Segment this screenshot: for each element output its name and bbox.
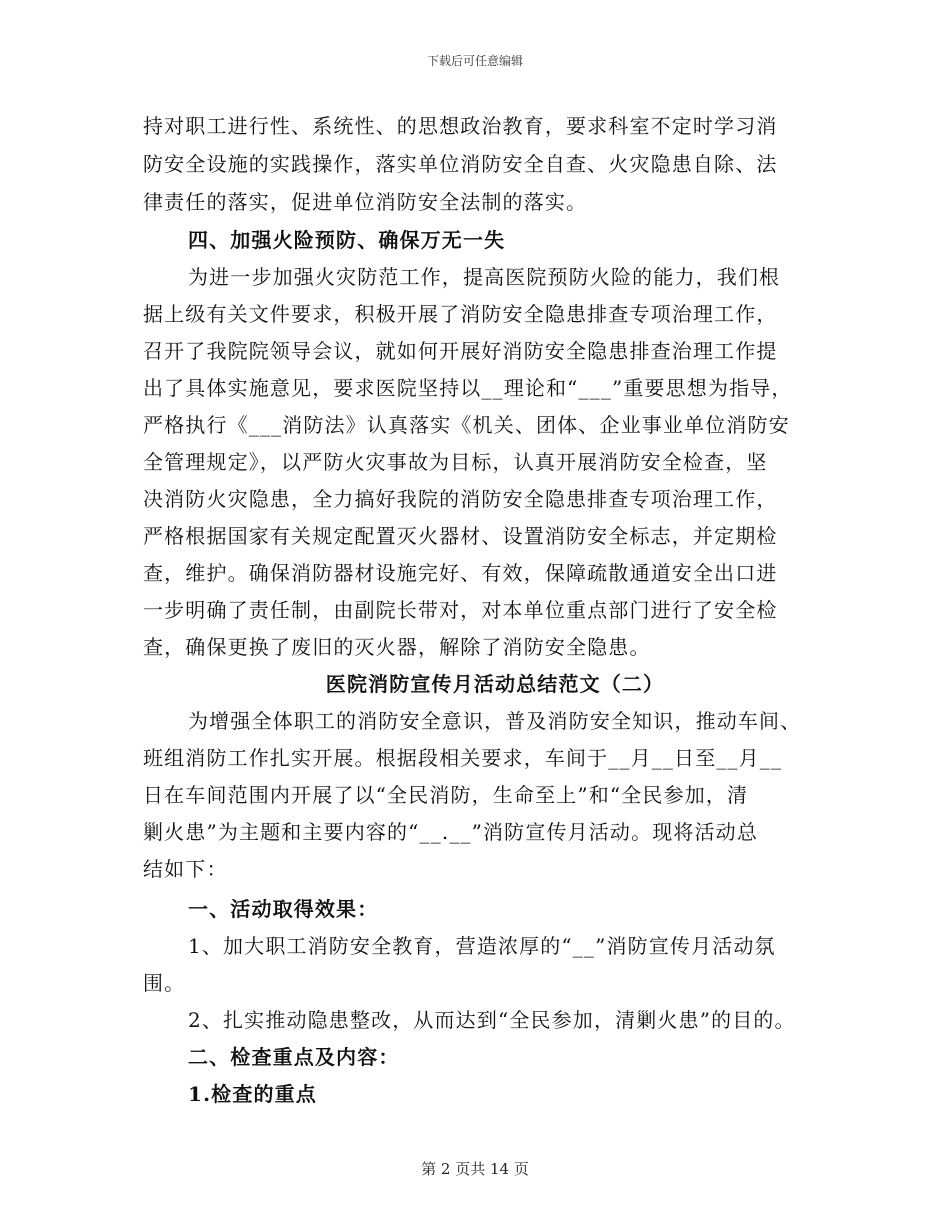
body-line: 召开了我院院领导会议，就如何开展好消防安全隐患排查治理工作提 — [143, 339, 778, 363]
body-line: 查，维护。确保消防器材设施完好、有效，保障疏散通道安全出口进 — [143, 561, 778, 585]
body-line: 剿火患”为主题和主要内容的“__.__”消防宣传月活动。现将活动总 — [143, 820, 758, 844]
body-line: 严格执行《___消防法》认真落实《机关、团体、企业事业单位消防安 — [143, 413, 790, 437]
body-line: 出了具体实施意见，要求医院坚持以__理论和“___”重要思想为指导， — [143, 376, 793, 400]
body-line: 持对职工进行性、系统性、的思想政治教育，要求科室不定时学习消 — [143, 114, 778, 138]
body-line: 防安全设施的实践操作，落实单位消防安全自查、火灾隐患自除、法 — [143, 152, 778, 176]
body-line: 决消防火灾隐患，全力搞好我院的消防安全隐患排查专项治理工作， — [143, 487, 778, 511]
body-line: 日在车间范围内开展了以“全民消防，生命至上”和“全民参加，清 — [143, 783, 749, 807]
section-heading: 一、活动取得效果： — [188, 897, 379, 921]
body-line: 2、扎实推动隐患整改，从而达到“全民参加，清剿火患”的目的。 — [188, 1008, 796, 1032]
body-line: 查，确保更换了废旧的灭火器，解除了消防安全隐患。 — [143, 635, 651, 659]
body-line: 一步明确了责任制，由副院长带对，对本单位重点部门进行了安全检 — [143, 598, 778, 622]
body-line: 结如下： — [143, 857, 228, 881]
body-line: 据上级有关文件要求，积极开展了消防安全隐患排查专项治理工作， — [143, 302, 778, 326]
body-line: 律责任的落实，促进单位消防安全法制的落实。 — [143, 190, 588, 214]
section-heading: 四、加强火险预防、确保万无一失 — [188, 228, 506, 252]
body-line: 为增强全体职工的消防安全意识，普及消防安全知识，推动车间、 — [188, 709, 802, 733]
body-line: 围。 — [143, 971, 186, 995]
document-title: 医院消防宣传月活动总结范文（二） — [325, 672, 665, 696]
page-footer: 第 2 页共 14 页 — [421, 1160, 529, 1178]
body-line: 班组消防工作扎实开展。根据段相关要求，车间于__月__日至__月__ — [143, 746, 783, 770]
body-line: 全管理规定》，以严防火灾事故为目标，认真开展消防安全检查，坚 — [143, 450, 768, 474]
body-line: 严格根据国家有关规定配置灭火器材、设置消防安全标志，并定期检 — [143, 524, 778, 548]
subsection-heading: 1.检查的重点 — [188, 1082, 317, 1106]
section-heading: 二、检查重点及内容： — [188, 1045, 400, 1069]
body-line: 1、加大职工消防安全教育，营造浓厚的“__”消防宣传月活动氛 — [188, 934, 776, 958]
page-header: 下载后可任意编辑 — [426, 54, 523, 68]
body-line: 为进一步加强火灾防范工作，提高医院预防火险的能力，我们根 — [188, 265, 781, 289]
